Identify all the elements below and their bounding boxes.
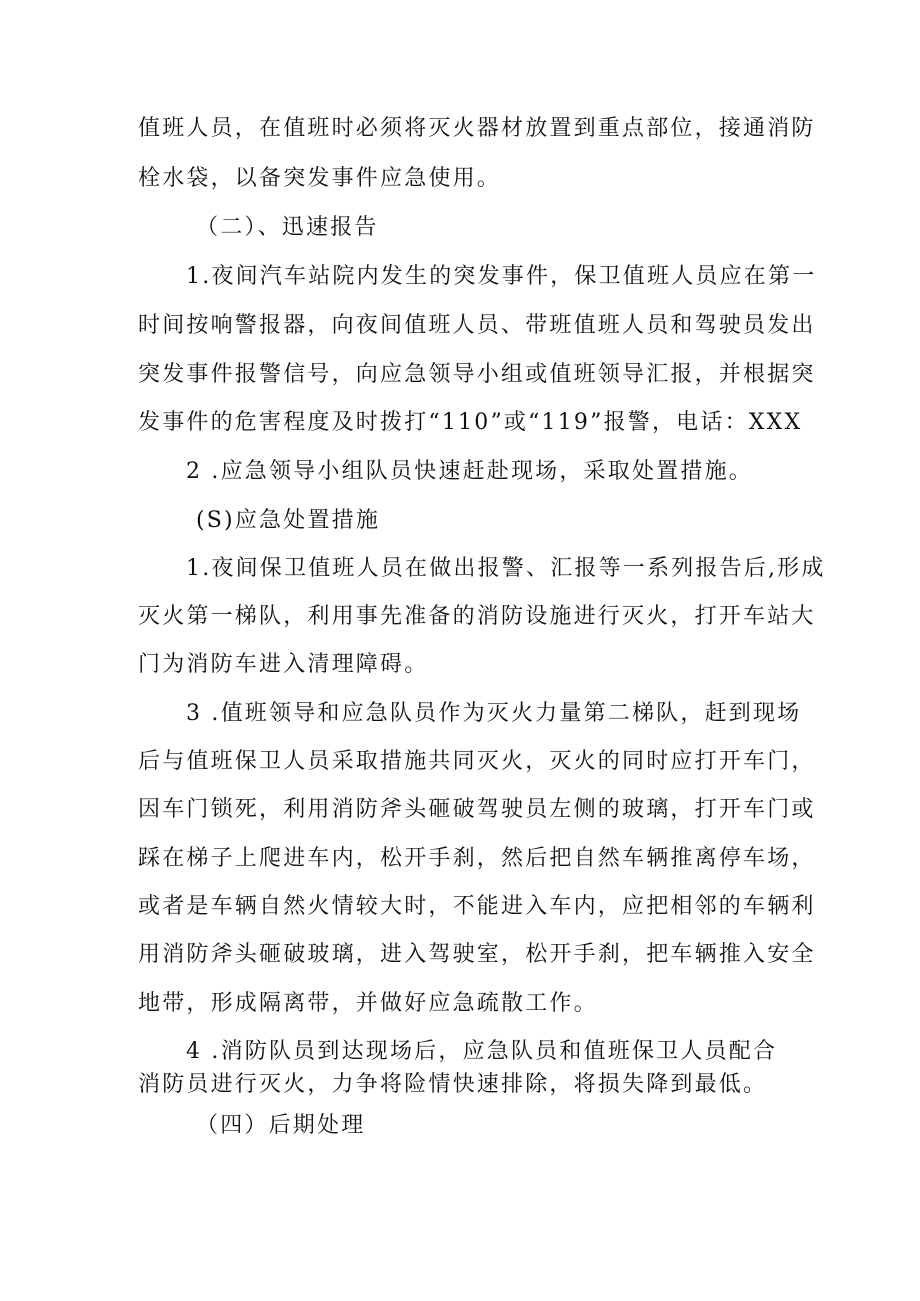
intro-line-1: 值班人员，在值班时必须将灭火器材放置到重点部位，接通消防 bbox=[138, 116, 816, 141]
section-3-item-3-line-2: 后与值班保卫人员采取措施共同灭火，灭火的同时应打开车门， bbox=[138, 749, 816, 774]
section-3-item-3-line-5: 或者是车辆自然火情较大时，不能进入车内，应把相邻的车辆利 bbox=[138, 894, 816, 919]
section-3-item-3-line-7: 地带，形成隔离带，并做好应急疏散工作。 bbox=[138, 991, 598, 1016]
section-3-item-4-line-1: 4 .消防队员到达现场后，应急队员和值班保卫人员配合 bbox=[186, 1039, 778, 1064]
section-3-heading: (S)应急处置措施 bbox=[196, 508, 381, 533]
section-3-item-1-line-3: 门为消防车进入清理障碍。 bbox=[138, 652, 429, 677]
section-2-item-2: 2 .应急领导小组队员快速赶赴现场，采取处置措施。 bbox=[186, 459, 753, 484]
section-2-heading: （二）、迅速报告 bbox=[196, 215, 379, 240]
intro-line-2: 栓水袋，以备突发事件应急使用。 bbox=[138, 166, 502, 191]
section-3-item-1-line-1: 1.夜间保卫值班人员在做出报警、汇报等一系列报告后,形成 bbox=[186, 556, 826, 581]
section-2-item-1-line-2: 时间按响警报器，向夜间值班人员、带班值班人员和驾驶员发出 bbox=[138, 313, 816, 338]
section-3-item-3-line-3: 因车门锁死，利用消防斧头砸破驾驶员左侧的玻璃，打开车门或 bbox=[138, 797, 816, 822]
section-2-item-1-line-1: 1.夜间汽车站院内发生的突发事件，保卫值班人员应在第一 bbox=[186, 264, 817, 289]
section-4-heading: （四）后期处理 bbox=[196, 1113, 366, 1138]
section-2-item-1-line-4: 发事件的危害程度及时拨打“110”或“119”报警，电话：XXX bbox=[138, 410, 803, 435]
section-2-item-1-line-3: 突发事件报警信号，向应急领导小组或值班领导汇报，并根据突 bbox=[138, 362, 816, 387]
section-3-item-3-line-6: 用消防斧头砸破玻璃，进入驾驶室，松开手刹，把车辆推入安全 bbox=[138, 942, 816, 967]
section-3-item-3-line-1: 3 .值班领导和应急队员作为灭火力量第二梯队，赶到现场 bbox=[186, 701, 802, 726]
section-3-item-3-line-4: 踩在梯子上爬进车内，松开手刹，然后把自然车辆推离停车场， bbox=[138, 846, 816, 871]
section-3-item-4-line-2: 消防员进行灭火，力争将险情快速排除，将损失降到最低。 bbox=[138, 1072, 768, 1097]
section-3-item-1-line-2: 灭火第一梯队，利用事先准备的消防设施进行灭火，打开车站大 bbox=[138, 604, 816, 629]
